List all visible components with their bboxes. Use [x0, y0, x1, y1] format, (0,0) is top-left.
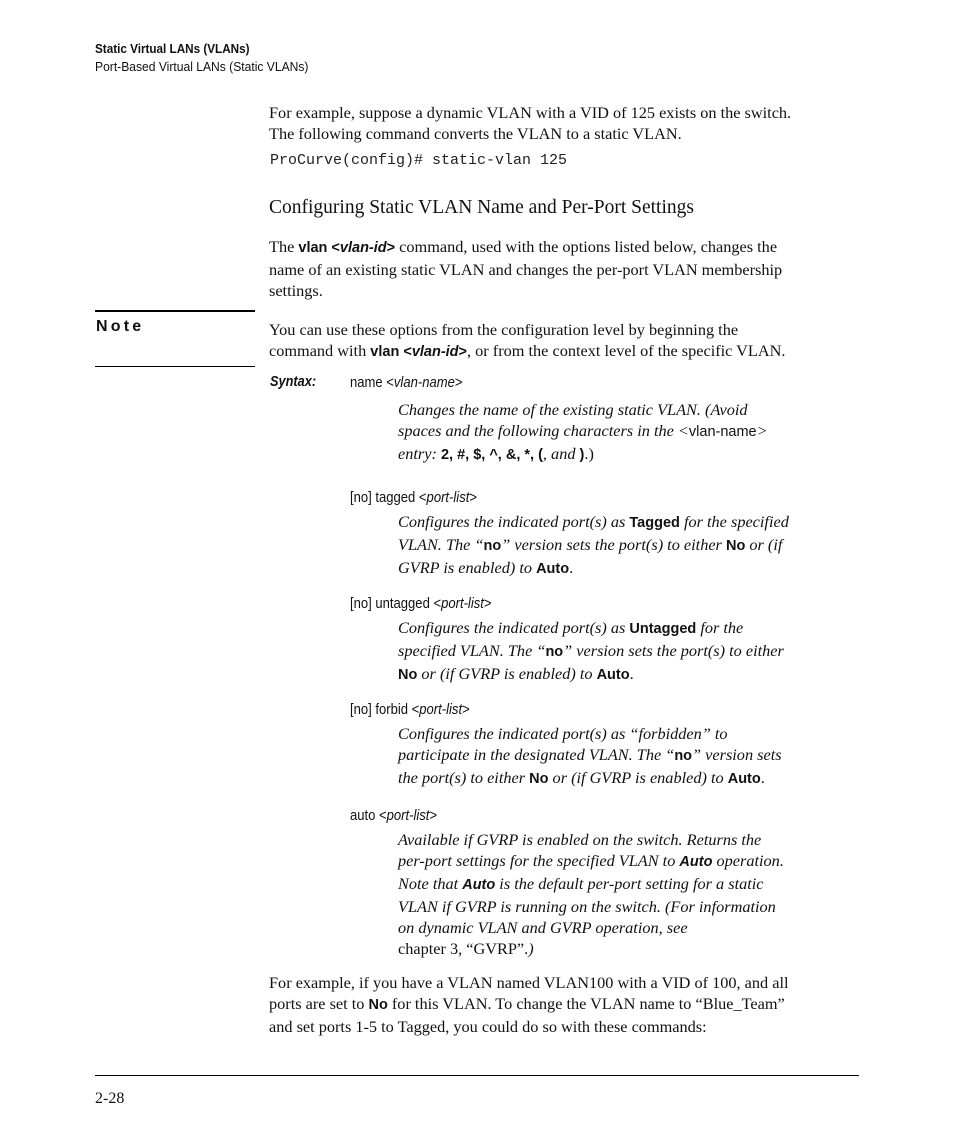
- option-name-command: name <vlan-name>: [350, 375, 463, 391]
- vlan-command-paragraph: The vlan <vlan-id> command, used with the options listed below, changes the name of an existing static VLAN and changes the per-port VLAN membership settings.: [269, 237, 783, 300]
- note-bottom-rule: [95, 366, 255, 367]
- option-auto-description: Available if GVRP is enabled on the switch. Returns the per-port settings for the specified VLAN to Auto operation. Note that Auto is the default per-port setting for a static VLAN if GVRP is running on the switch. (For information on dynamic VLAN and GVRP operation, see chapter 3, “GVRP”.): [398, 830, 784, 958]
- option-name-description: Changes the name of the existing static VLAN. (Avoid spaces and the following characters in the <vlan-name> entry: 2, #, $, ^, &, *, (, and ).): [398, 400, 768, 463]
- footer-rule: [95, 1075, 859, 1076]
- option-tagged-description: Configures the indicated port(s) as Tagged for the specified VLAN. The “no” version sets the port(s) to either No or (if GVRP is enabled) to Auto.: [398, 512, 789, 577]
- option-tagged-command: [no] tagged <port-list>: [350, 490, 477, 506]
- option-untagged-command: [no] untagged <port-list>: [350, 596, 492, 612]
- note-label: Note: [96, 318, 145, 335]
- option-forbid-description: Configures the indicated port(s) as “forbidden” to participate in the designated VLAN. The “no” version sets the port(s) to either No or (if GVRP is enabled) to Auto.: [398, 724, 782, 787]
- section-heading: Configuring Static VLAN Name and Per-Port Settings: [269, 197, 694, 218]
- note-top-rule: [95, 310, 255, 312]
- intro-line-1: For example, suppose a dynamic VLAN with a VID of 125 exists on the switch.: [269, 103, 792, 122]
- intro-paragraph: [269, 102, 869, 144]
- note-text: You can use these options from the configuration level by beginning the command with vlan <vlan-id>, or from the context level of the specific VLAN.: [269, 320, 786, 360]
- vlan-command-keyword: vlan <vlan-id>: [298, 240, 396, 256]
- running-header-section: Port-Based Virtual LANs (Static VLANs): [95, 59, 309, 74]
- page-number: 2-28: [95, 1090, 125, 1107]
- option-untagged-description: Configures the indicated port(s) as Untagged for the specified VLAN. The “no” version sets the port(s) to either No or (if GVRP is enabled) to Auto.: [398, 618, 784, 683]
- option-auto-command: auto <port-list>: [350, 808, 438, 824]
- running-header-chapter: Static Virtual LANs (VLANs): [95, 41, 250, 56]
- closing-paragraph: For example, if you have a VLAN named VLAN100 with a VID of 100, and all ports are set to No for this VLAN. To change the VLAN name to “Blue_Team” and set ports 1-5 to Tagged, you could do so with these commands:: [269, 973, 789, 1036]
- code-example: ProCurve(config)# static-vlan 125: [270, 152, 568, 169]
- option-forbid-command: [no] forbid <port-list>: [350, 702, 470, 718]
- syntax-label: Syntax:: [270, 374, 317, 390]
- note-vlan-command: vlan <vlan-id>: [370, 344, 468, 360]
- intro-line-2: The following command converts the VLAN to a static VLAN.: [269, 124, 682, 143]
